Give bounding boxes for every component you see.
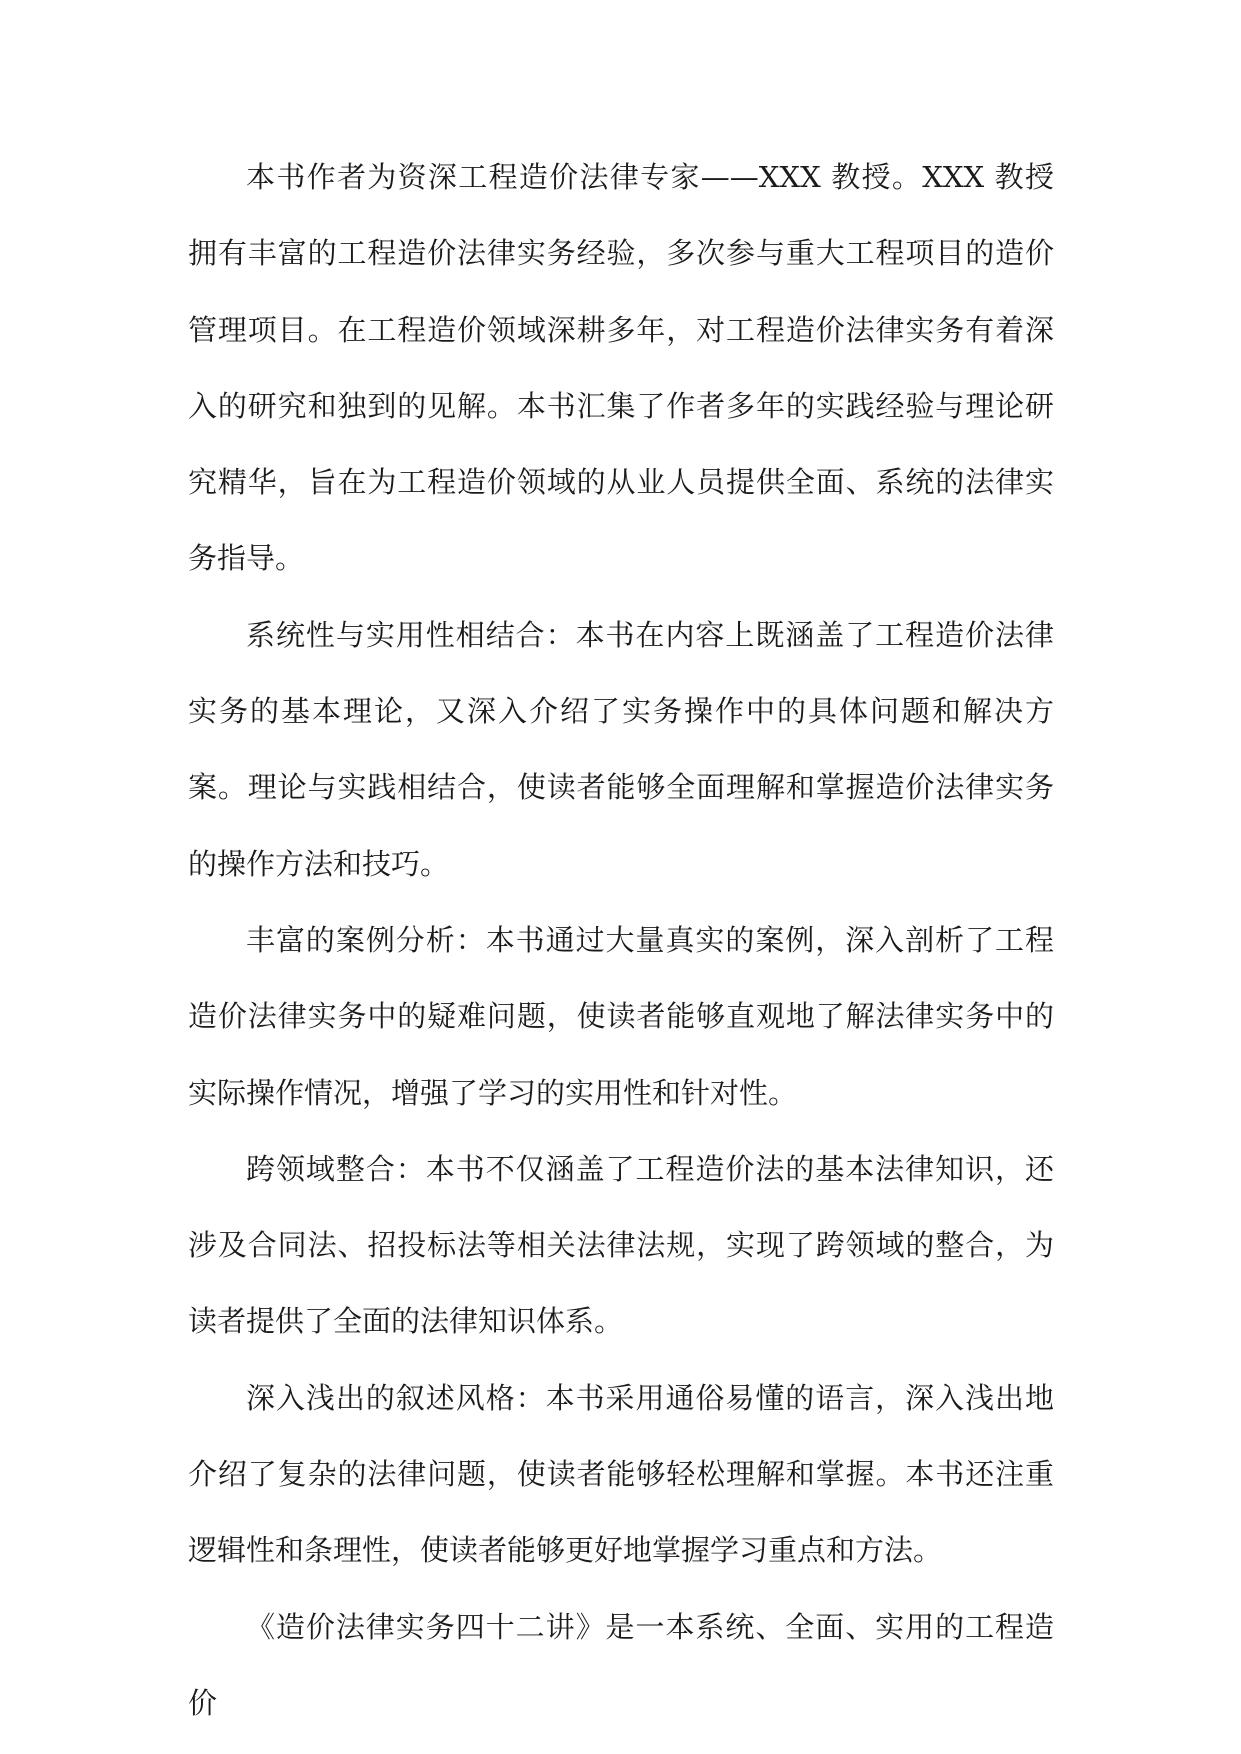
paragraph-systematic-practical: 系统性与实用性相结合：本书在内容上既涵盖了工程造价法律实务的基本理论，又深入介绍了实务操作中的具体问题和解决方案。理论与实践相结合，使读者能够全面理解和掌握造价法律实务的操作方法和技巧。: [188, 617, 1054, 881]
document-body: [188, 139, 1054, 1741]
paragraph-narrative-style: 深入浅出的叙述风格：本书采用通俗易懂的语言，深入浅出地介绍了复杂的法律问题，使读者能够轻松理解和掌握。本书还注重逻辑性和条理性，使读者能够更好地掌握学习重点和方法。: [188, 1380, 1054, 1568]
paragraph-case-analysis: 丰富的案例分析：本书通过大量真实的案例，深入剖析了工程造价法律实务中的疑难问题，使读者能够直观地了解法律实务中的实际操作情况，增强了学习的实用性和针对性。: [188, 922, 1054, 1110]
paragraph-author-intro: 本书作者为资深工程造价法律专家——XXX 教授。XXX 教授拥有丰富的工程造价法律实务经验，多次参与重大工程项目的造价管理项目。在工程造价领域深耕多年，对工程造价法律实务有着深入的研究和独到的见解。本书汇集了作者多年的实践经验与理论研究精华，旨在为工程造价领域的从业人员提供全面、系统的法律实务指导。: [188, 160, 1054, 576]
paragraph-cross-domain: 跨领域整合：本书不仅涵盖了工程造价法的基本法律知识，还涉及合同法、招投标法等相关法律法规，实现了跨领域的整合，为读者提供了全面的法律知识体系。: [188, 1151, 1054, 1339]
paragraph-book-summary: 《造价法律实务四十二讲》是一本系统、全面、实用的工程造价: [188, 1609, 1054, 1720]
